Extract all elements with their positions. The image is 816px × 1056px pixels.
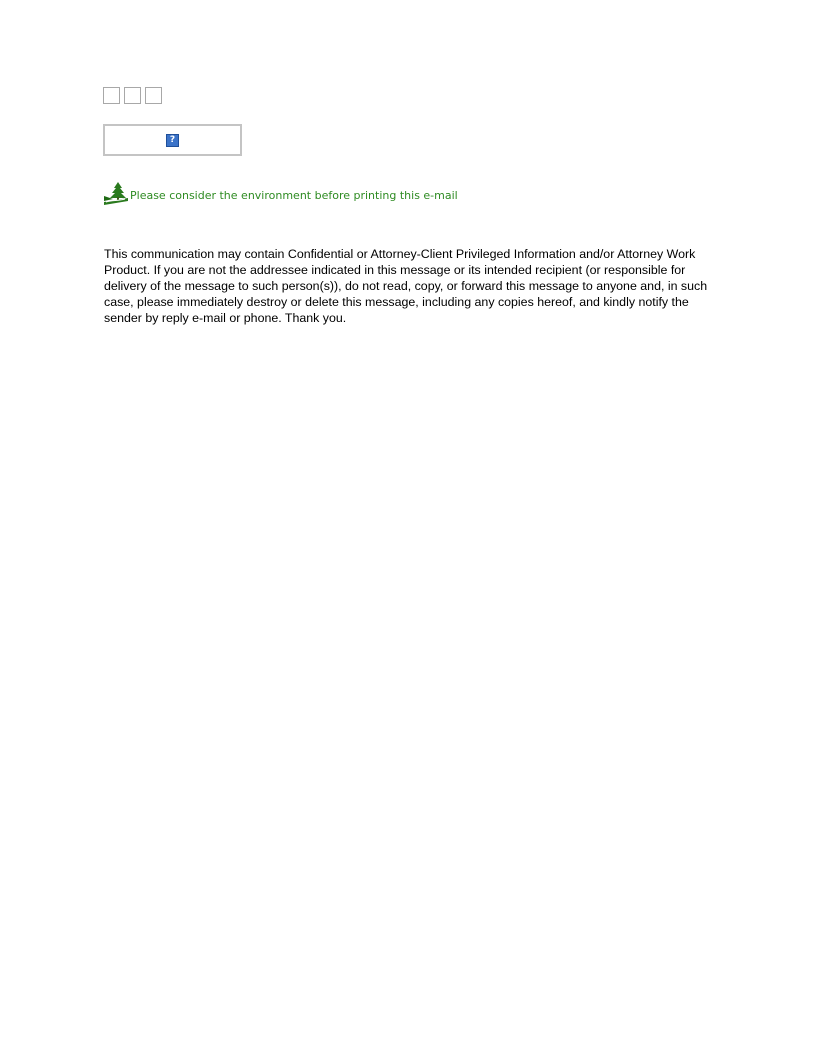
image-placeholder-row (103, 87, 162, 104)
environment-notice (103, 181, 458, 205)
confidentiality-disclaimer: This communication may contain Confidential or Attorney-Client Privileged Information and/or Attorney Work Product. If you are not the addressee indicated in this message or its intended recipient (or responsible for delivery of the message to such person(s)), do not read, copy, or forward this message to anyone and, in such case, please immediately destroy or delete this message, including any copies hereof, and kindly notify the sender by reply e-mail or phone. Thank you. (104, 247, 708, 325)
tree-logo-icon (103, 181, 129, 205)
broken-image-icon: ? (166, 134, 179, 147)
image-placeholder-box (145, 87, 162, 104)
missing-image-frame (103, 124, 242, 156)
image-placeholder-box (124, 87, 141, 104)
image-placeholder-box (103, 87, 120, 104)
environment-notice-text: Please consider the environment before printing this e-mail (130, 189, 458, 202)
